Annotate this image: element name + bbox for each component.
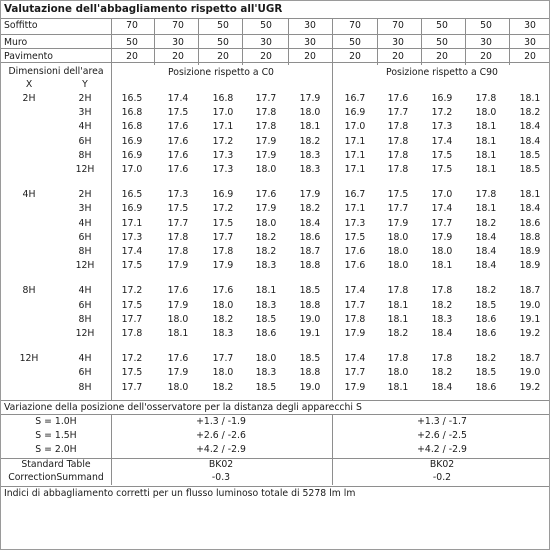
- ugr-value: 18.1: [255, 285, 277, 297]
- reflectance-value: 20: [524, 51, 536, 62]
- ugr-value: 17.8: [431, 285, 453, 297]
- reflectance-value: 20: [436, 51, 448, 62]
- ugr-value: 17.5: [431, 149, 453, 161]
- reflectance-value: 50: [436, 37, 448, 48]
- ugr-value: 18.2: [212, 381, 234, 393]
- ugr-value: 18.8: [519, 231, 541, 243]
- ugr-value: 17.5: [387, 189, 409, 201]
- ugr-value: 16.9: [212, 189, 234, 201]
- ugr-value: 18.1: [475, 203, 497, 215]
- reflectance-value: 50: [260, 20, 272, 31]
- ugr-value: 18.8: [299, 260, 321, 272]
- ugr-value: 17.9: [255, 203, 277, 215]
- ugr-value: 18.0: [167, 313, 189, 325]
- row-y-label: 12H: [75, 260, 95, 272]
- ugr-value: 17.1: [344, 149, 366, 161]
- ugr-value: 18.1: [475, 149, 497, 161]
- ugr-value: 17.5: [344, 231, 366, 243]
- ugr-value: 16.8: [121, 121, 143, 133]
- ugr-value: 17.4: [167, 93, 189, 104]
- ugr-value: 18.0: [387, 367, 409, 379]
- ugr-value: 18.4: [519, 135, 541, 147]
- ugr-value: 17.9: [431, 231, 453, 243]
- variation-header-divider: [1, 414, 549, 415]
- ugr-value: 19.0: [299, 313, 321, 325]
- ugr-value: 18.2: [212, 313, 234, 325]
- ugr-value: 18.3: [255, 260, 277, 272]
- ugr-value: 18.0: [255, 353, 277, 365]
- row-y-label: 4H: [78, 121, 92, 133]
- standard-table-c90: BK02: [429, 459, 455, 470]
- ugr-value: 18.6: [475, 313, 497, 325]
- ugr-value: 16.8: [121, 107, 143, 119]
- position-c90-header: Posizione rispetto a C90: [386, 67, 498, 78]
- ugr-value: 17.2: [212, 203, 234, 215]
- ugr-value: 18.0: [212, 299, 234, 311]
- ugr-value: 16.5: [121, 93, 143, 104]
- variation-row-label: S = 1.0H: [35, 416, 77, 427]
- group-x-label: 4H: [22, 189, 36, 201]
- area-dimensions-label: Dimensioni dell'area: [8, 66, 104, 77]
- ugr-value: 16.9: [344, 107, 366, 119]
- ugr-value: 18.7: [519, 353, 541, 365]
- reflectance-column-divider: [111, 18, 112, 65]
- ugr-value: 18.4: [299, 217, 321, 229]
- ugr-value: 17.9: [344, 328, 366, 339]
- row-y-label: 4H: [78, 285, 92, 297]
- ugr-value: 17.9: [167, 260, 189, 272]
- ugr-value: 17.9: [167, 299, 189, 311]
- c0-c90-divider: [332, 62, 333, 400]
- correction-summand-c90: -0.2: [432, 472, 452, 483]
- ugr-value: 16.9: [431, 93, 453, 104]
- ugr-value: 17.8: [387, 285, 409, 297]
- ugr-value: 17.8: [387, 353, 409, 365]
- ugr-value: 18.1: [475, 164, 497, 175]
- reflectance-label: Pavimento: [4, 51, 53, 62]
- ugr-value: 18.7: [519, 285, 541, 297]
- ugr-value: 18.0: [387, 260, 409, 272]
- ugr-value: 17.8: [121, 328, 143, 339]
- ugr-value: 17.8: [255, 121, 277, 133]
- standard-table-label: Standard Table: [21, 459, 91, 470]
- ugr-value: 17.6: [167, 353, 189, 365]
- ugr-value: 18.2: [475, 285, 497, 297]
- group-x-label: 2H: [22, 93, 36, 104]
- reflectance-column-divider: [377, 18, 378, 65]
- ugr-value: 18.6: [475, 328, 497, 339]
- ugr-value: 18.2: [475, 353, 497, 365]
- row-y-label: 2H: [78, 189, 92, 201]
- ugr-value: 17.7: [167, 217, 189, 229]
- ugr-value: 17.9: [299, 93, 321, 104]
- ugr-value: 16.5: [121, 189, 143, 201]
- ugr-value: 17.6: [167, 121, 189, 133]
- ugr-value: 17.3: [344, 217, 366, 229]
- reflectance-value: 30: [480, 37, 492, 48]
- ugr-value: 17.2: [212, 135, 234, 147]
- row-y-label: 6H: [78, 135, 92, 147]
- reflectance-label: Muro: [4, 37, 28, 48]
- ugr-value: 17.0: [212, 107, 234, 119]
- ugr-value: 18.1: [475, 121, 497, 133]
- ugr-value: 17.5: [121, 367, 143, 379]
- ugr-value: 18.1: [475, 135, 497, 147]
- ugr-value: 17.6: [387, 93, 409, 104]
- ugr-value: 18.2: [387, 328, 409, 339]
- ugr-value: 17.8: [475, 93, 497, 104]
- ugr-value: 17.6: [255, 189, 277, 201]
- ugr-value: 17.5: [121, 299, 143, 311]
- position-c0-header: Posizione rispetto a C0: [168, 67, 274, 78]
- ugr-value: 17.3: [212, 164, 234, 175]
- ugr-value: 19.0: [299, 381, 321, 393]
- ugr-value: 18.5: [299, 285, 321, 297]
- reflectance-value: 50: [126, 37, 138, 48]
- ugr-value: 18.0: [167, 381, 189, 393]
- ugr-value: 17.7: [431, 217, 453, 229]
- row-y-label: 8H: [78, 149, 92, 161]
- ugr-value: 18.3: [212, 328, 234, 339]
- ugr-value: 17.7: [121, 313, 143, 325]
- reflectance-value: 70: [392, 20, 404, 31]
- footnote-divider: [1, 486, 549, 487]
- ugr-value: 17.1: [212, 121, 234, 133]
- ugr-value: 17.3: [121, 231, 143, 243]
- ugr-value: 17.7: [212, 231, 234, 243]
- ugr-value: 18.1: [387, 313, 409, 325]
- reflectance-label: Soffitto: [4, 20, 38, 31]
- reflectance-value: 20: [172, 51, 184, 62]
- ugr-value: 17.9: [299, 189, 321, 201]
- standard-table-c0: BK02: [208, 459, 234, 470]
- row-y-label: 2H: [78, 93, 92, 104]
- variation-row-label: S = 1.5H: [35, 430, 77, 441]
- ugr-value: 18.5: [475, 367, 497, 379]
- ugr-value: 18.2: [475, 217, 497, 229]
- ugr-value: 17.7: [344, 367, 366, 379]
- row-y-label: 12H: [75, 164, 95, 175]
- ugr-value: 19.1: [299, 328, 321, 339]
- ugr-value: 17.4: [431, 203, 453, 215]
- row-y-label: 12H: [75, 328, 95, 339]
- row-y-label: 6H: [78, 231, 92, 243]
- reflectance-value: 20: [126, 51, 138, 62]
- ugr-value: 18.2: [519, 107, 541, 119]
- reflectance-value: 20: [392, 51, 404, 62]
- ugr-value: 17.8: [212, 246, 234, 257]
- reflectance-column-divider: [198, 18, 199, 65]
- reflectance-value: 30: [524, 37, 536, 48]
- ugr-value: 17.4: [121, 246, 143, 257]
- reflectance-column-divider: [154, 18, 155, 65]
- ugr-value: 18.0: [475, 107, 497, 119]
- ugr-value: 18.1: [387, 299, 409, 311]
- row-y-label: 8H: [78, 381, 92, 393]
- ugr-value: 18.5: [255, 381, 277, 393]
- ugr-value: 18.5: [255, 313, 277, 325]
- ugr-value: 18.6: [255, 328, 277, 339]
- ugr-value: 18.0: [299, 107, 321, 119]
- ugr-value: 18.9: [519, 260, 541, 272]
- reflectance-value: 30: [524, 20, 536, 31]
- ugr-value: 17.1: [121, 217, 143, 229]
- ugr-value: 17.8: [167, 246, 189, 257]
- ugr-value: 18.8: [299, 299, 321, 311]
- ugr-value: 18.4: [519, 121, 541, 133]
- variation-c0-value: +1.3 / -1.9: [196, 416, 246, 427]
- ugr-value: 17.9: [255, 149, 277, 161]
- ugr-value: 18.3: [255, 367, 277, 379]
- row-y-label: 6H: [78, 367, 92, 379]
- ugr-value: 17.3: [167, 189, 189, 201]
- ugr-value: 18.4: [519, 203, 541, 215]
- variation-c90-value: +1.3 / -1.7: [417, 416, 467, 427]
- row-y-label: 8H: [78, 313, 92, 325]
- ugr-value: 17.6: [344, 246, 366, 257]
- ugr-value: 17.3: [431, 121, 453, 133]
- title-divider: [1, 18, 549, 19]
- ugr-value: 16.9: [121, 135, 143, 147]
- ugr-value: 16.9: [121, 149, 143, 161]
- ugr-value: 17.8: [475, 189, 497, 201]
- ugr-value: 18.3: [255, 299, 277, 311]
- row-y-label: 4H: [78, 217, 92, 229]
- ugr-value: 17.0: [344, 121, 366, 133]
- reflectance-divider: [1, 48, 549, 49]
- reflectance-value: 20: [217, 51, 229, 62]
- ugr-value: 16.7: [344, 189, 366, 201]
- ugr-value: 18.9: [519, 246, 541, 257]
- ugr-value: 17.0: [431, 189, 453, 201]
- variation-row-label: S = 2.0H: [35, 444, 77, 455]
- ugr-value: 17.2: [121, 353, 143, 365]
- ugr-value: 18.8: [299, 367, 321, 379]
- ugr-value: 17.6: [212, 285, 234, 297]
- ugr-value: 17.9: [167, 367, 189, 379]
- ugr-value: 17.8: [431, 353, 453, 365]
- ugr-value: 17.1: [344, 203, 366, 215]
- ugr-value: 18.4: [475, 246, 497, 257]
- ugr-value: 18.6: [299, 231, 321, 243]
- ugr-value: 17.1: [344, 135, 366, 147]
- reflectance-value: 20: [480, 51, 492, 62]
- ugr-value: 17.8: [167, 231, 189, 243]
- variation-left-divider: [111, 414, 112, 485]
- ugr-value: 17.8: [255, 107, 277, 119]
- ugr-value: 17.6: [167, 164, 189, 175]
- ugr-value: 17.1: [344, 164, 366, 175]
- reflectance-column-divider: [465, 18, 466, 65]
- reflectance-column-divider: [421, 18, 422, 65]
- reflectance-column-divider: [509, 18, 510, 65]
- variation-mid-divider: [332, 414, 333, 485]
- ugr-value: 18.5: [519, 164, 541, 175]
- ugr-value: 17.6: [167, 135, 189, 147]
- correction-summand-label: CorrectionSummand: [8, 472, 104, 483]
- ugr-value: 18.0: [212, 367, 234, 379]
- ugr-value: 17.9: [344, 381, 366, 393]
- reflectance-value: 50: [480, 20, 492, 31]
- ugr-value: 16.9: [121, 203, 143, 215]
- ugr-value: 17.9: [212, 260, 234, 272]
- variation-c0-value: +2.6 / -2.6: [196, 430, 246, 441]
- variation-c0-value: +4.2 / -2.9: [196, 444, 246, 455]
- ugr-value: 18.4: [475, 231, 497, 243]
- reflectance-value: 70: [349, 20, 361, 31]
- ugr-value: 18.5: [475, 299, 497, 311]
- ugr-value: 18.0: [431, 246, 453, 257]
- ugr-value: 17.2: [431, 107, 453, 119]
- row-y-label: 8H: [78, 246, 92, 257]
- ugr-value: 19.0: [519, 367, 541, 379]
- row-y-label: 4H: [78, 353, 92, 365]
- ugr-value: 17.5: [167, 107, 189, 119]
- ugr-value: 17.5: [431, 164, 453, 175]
- reflectance-value: 30: [172, 37, 184, 48]
- reflectance-value: 70: [172, 20, 184, 31]
- ugr-value: 18.0: [387, 231, 409, 243]
- ugr-value: 17.5: [212, 217, 234, 229]
- ugr-value: 18.2: [255, 246, 277, 257]
- ugr-value: 18.2: [299, 203, 321, 215]
- ugr-value: 17.5: [121, 260, 143, 272]
- ugr-value: 17.5: [167, 203, 189, 215]
- ugr-value: 16.7: [344, 93, 366, 104]
- variation-label: Variazione della posizione dell'osservatore per la distanza degli apparecchi S: [4, 402, 362, 413]
- ugr-value: 18.7: [299, 246, 321, 257]
- reflectance-value: 50: [436, 20, 448, 31]
- ugr-value: 17.2: [121, 285, 143, 297]
- ugr-value: 17.8: [387, 135, 409, 147]
- variation-top-divider: [1, 400, 549, 401]
- ugr-value: 18.4: [431, 328, 453, 339]
- ugr-value: 18.2: [431, 299, 453, 311]
- ugr-value: 18.1: [519, 93, 541, 104]
- group-x-label: 8H: [22, 285, 36, 297]
- reflectance-value: 30: [260, 37, 272, 48]
- area-x-label: X: [25, 79, 33, 90]
- ugr-value: 18.1: [519, 189, 541, 201]
- ugr-value: 18.6: [475, 381, 497, 393]
- reflectance-value: 30: [304, 37, 316, 48]
- ugr-value: 17.9: [387, 217, 409, 229]
- row-y-label: 3H: [78, 203, 92, 215]
- ugr-value: 18.6: [519, 217, 541, 229]
- variation-c90-value: +4.2 / -2.9: [417, 444, 467, 455]
- reflectance-value: 20: [304, 51, 316, 62]
- ugr-value: 16.8: [212, 93, 234, 104]
- reflectance-column-divider: [332, 18, 333, 65]
- ugr-value: 19.2: [519, 328, 541, 339]
- ugr-value: 18.3: [299, 164, 321, 175]
- ugr-value: 18.4: [475, 260, 497, 272]
- ugr-value: 17.7: [121, 381, 143, 393]
- ugr-value: 18.3: [431, 313, 453, 325]
- correction-summand-c0: -0.3: [211, 472, 231, 483]
- reflectance-value: 50: [217, 37, 229, 48]
- ugr-value: 17.3: [212, 149, 234, 161]
- ugr-value: 18.2: [431, 367, 453, 379]
- ugr-value: 18.4: [431, 381, 453, 393]
- ugr-value: 17.7: [212, 353, 234, 365]
- ugr-value: 19.0: [519, 299, 541, 311]
- ugr-value: 17.8: [344, 313, 366, 325]
- reflectance-value: 70: [126, 20, 138, 31]
- ugr-value: 17.6: [167, 285, 189, 297]
- reflectance-divider: [1, 34, 549, 35]
- footnote: Indici di abbagliamento corretti per un flusso luminoso totale di 5278 lm lm: [4, 488, 356, 499]
- reflectance-value: 50: [349, 37, 361, 48]
- ugr-value: 18.0: [255, 217, 277, 229]
- row-y-label: 3H: [78, 107, 92, 119]
- ugr-value: 17.7: [344, 299, 366, 311]
- reflectance-column-divider: [288, 18, 289, 65]
- ugr-value: 17.7: [255, 93, 277, 104]
- area-y-label: Y: [82, 79, 88, 90]
- row-y-label: 6H: [78, 299, 92, 311]
- reflectance-value: 50: [217, 20, 229, 31]
- reflectance-value: 30: [392, 37, 404, 48]
- ugr-value: 17.9: [255, 135, 277, 147]
- ugr-value: 18.1: [299, 121, 321, 133]
- ugr-value: 18.5: [519, 149, 541, 161]
- ugr-value: 18.1: [431, 260, 453, 272]
- reflectance-value: 30: [304, 20, 316, 31]
- ugr-value: 17.6: [167, 149, 189, 161]
- ugr-value: 19.1: [519, 313, 541, 325]
- ugr-value: 18.5: [299, 353, 321, 365]
- ugr-value: 19.2: [519, 381, 541, 393]
- ugr-value: 17.7: [387, 203, 409, 215]
- ugr-value: 18.1: [167, 328, 189, 339]
- ugr-value: 17.8: [387, 121, 409, 133]
- group-x-label: 12H: [19, 353, 39, 365]
- reflectance-value: 20: [260, 51, 272, 62]
- ugr-value: 17.6: [344, 260, 366, 272]
- reflectance-divider: [1, 62, 549, 63]
- ugr-value: 17.4: [344, 285, 366, 297]
- ugr-value: 17.4: [344, 353, 366, 365]
- ugr-value: 17.8: [387, 149, 409, 161]
- ugr-value: 17.0: [121, 164, 143, 175]
- ugr-value: 18.2: [255, 231, 277, 243]
- ugr-value: 17.4: [431, 135, 453, 147]
- ugr-value: 18.2: [299, 135, 321, 147]
- ugr-value: 17.7: [387, 107, 409, 119]
- ugr-value: 17.8: [387, 164, 409, 175]
- ugr-value: 18.0: [387, 246, 409, 257]
- ugr-value: 18.1: [387, 381, 409, 393]
- ugr-value: 18.3: [299, 149, 321, 161]
- reflectance-column-divider: [242, 18, 243, 65]
- reflectance-value: 20: [349, 51, 361, 62]
- ugr-value: 18.0: [255, 164, 277, 175]
- table-title: Valutazione dell'abbagliamento rispetto all'UGR: [4, 3, 283, 15]
- variation-c90-value: +2.6 / -2.5: [417, 430, 467, 441]
